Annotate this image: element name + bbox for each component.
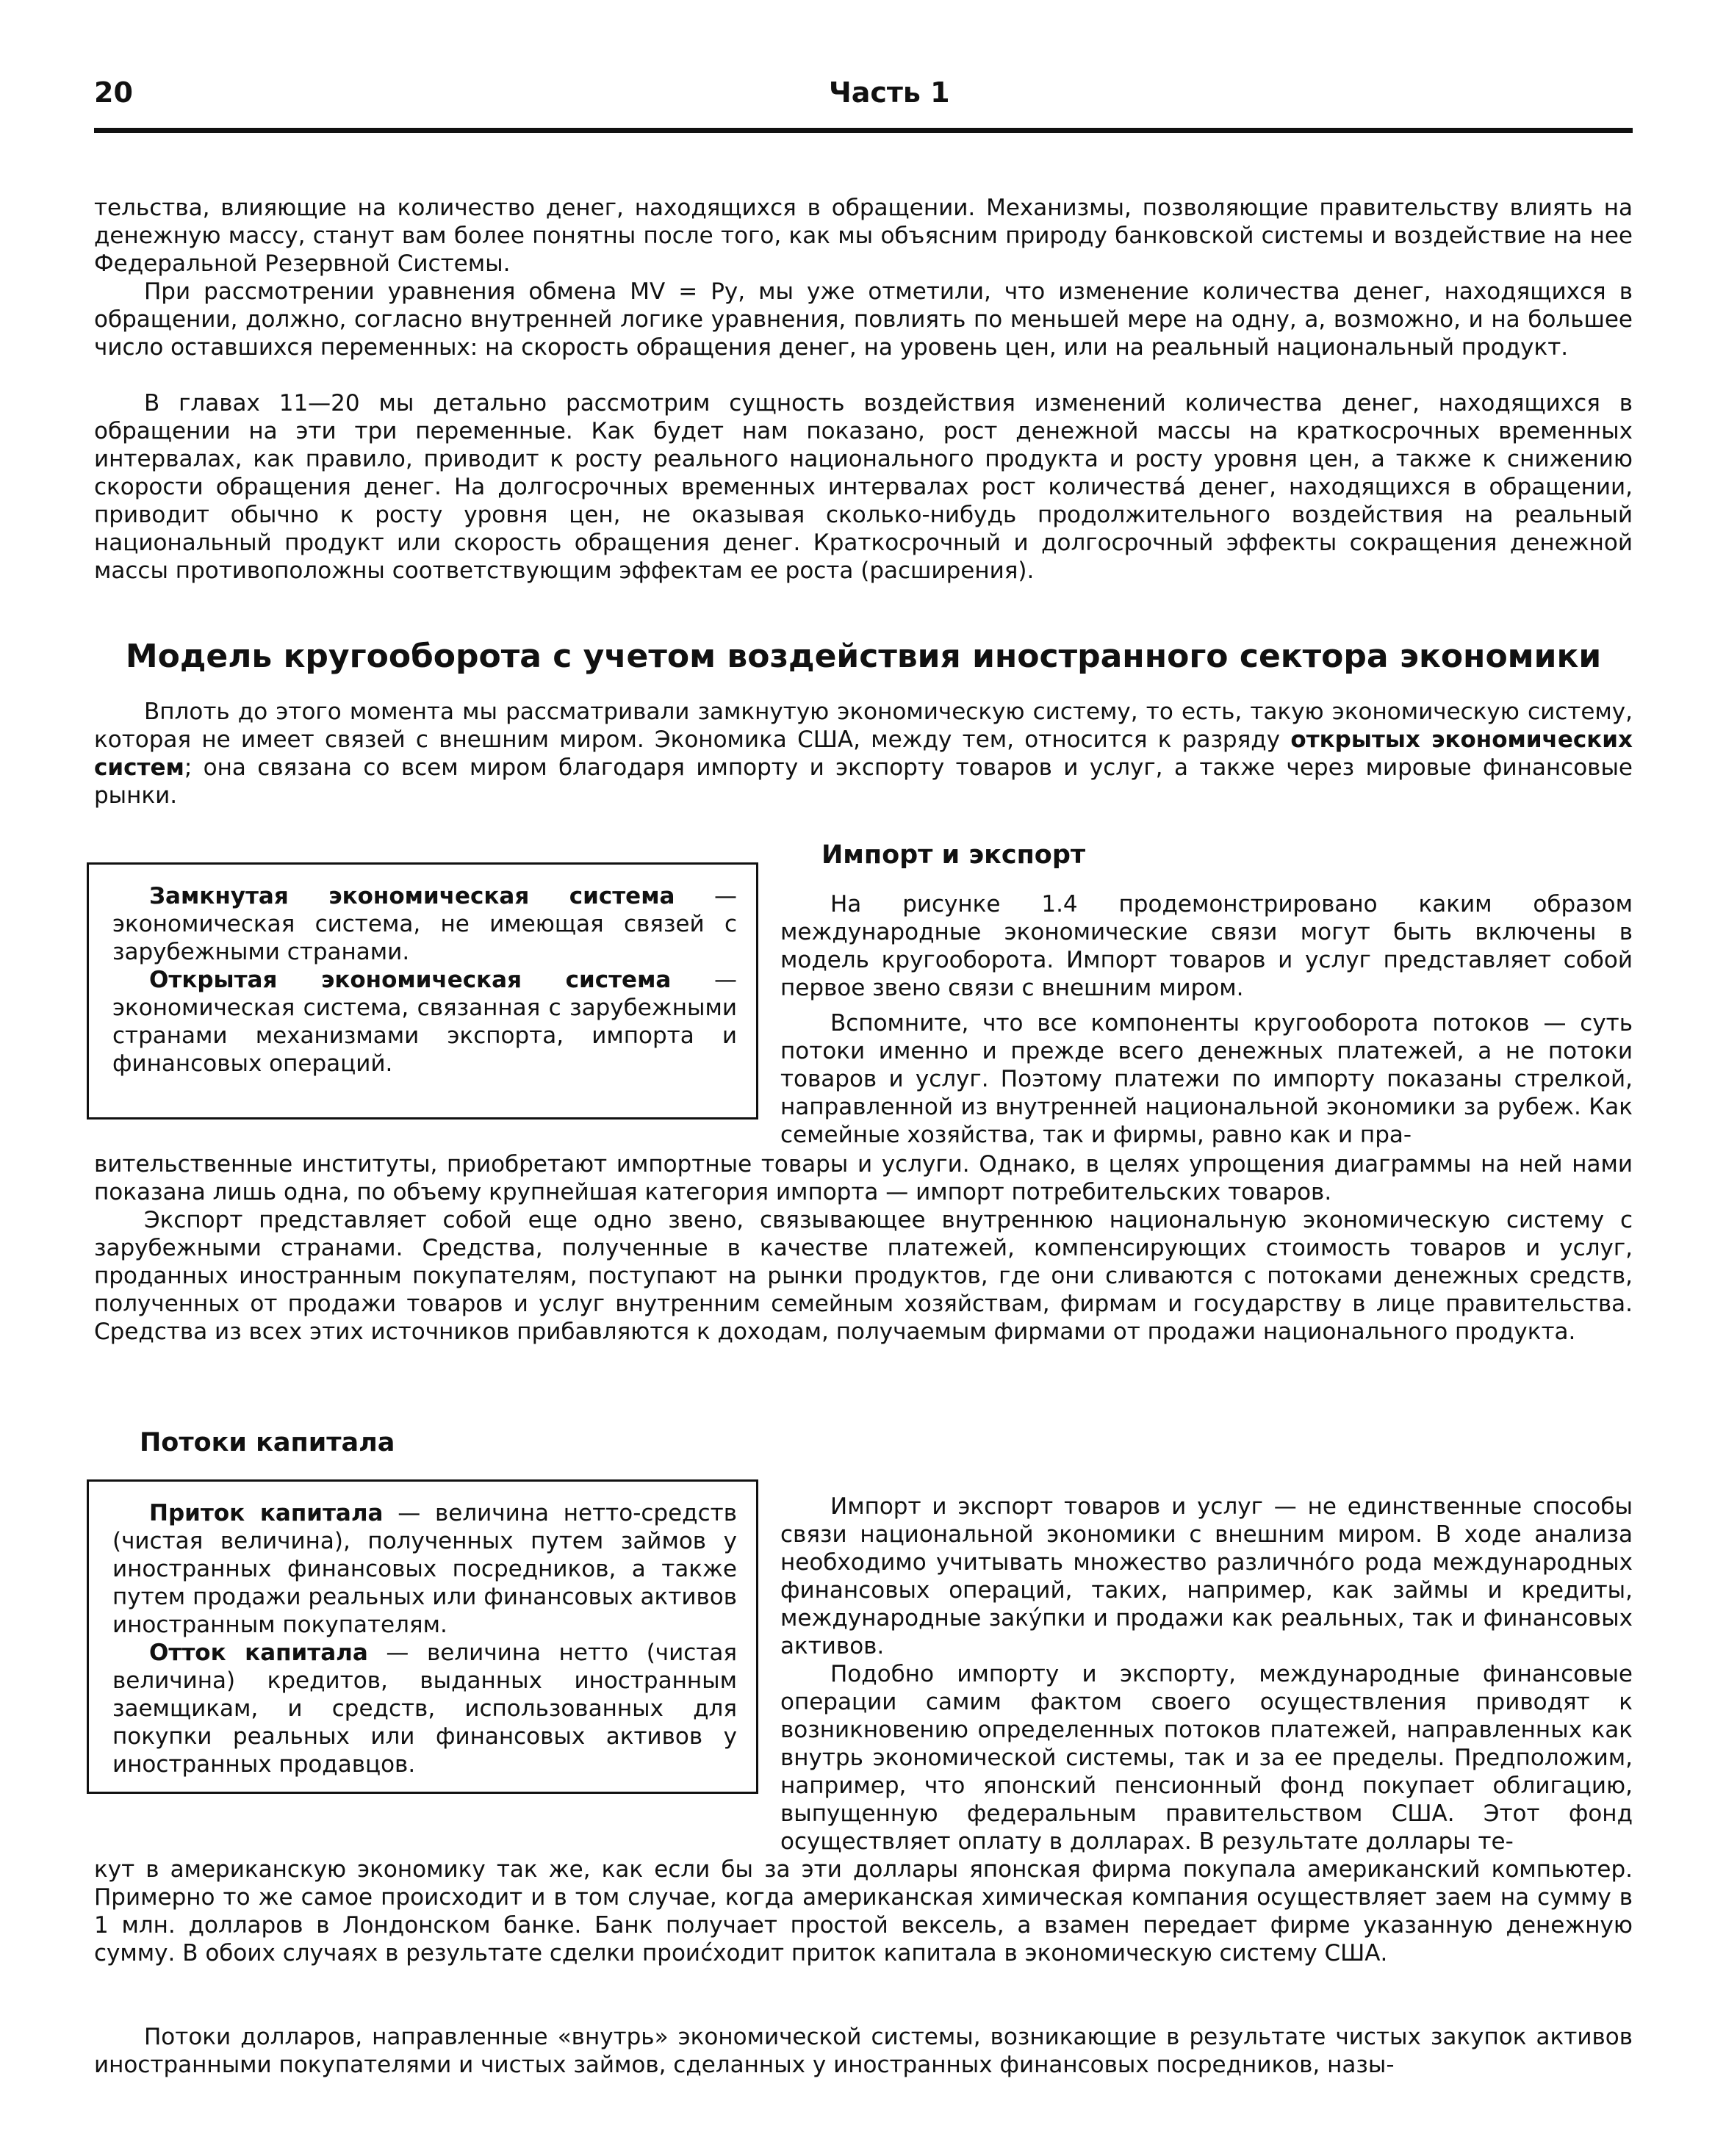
section-intro-before: Вплоть до этого момента мы рассматривали замкнутую экономическую систему, то есть, такую экономическую систему, которая не имеет связей с внешним миром. Экономика США, между тем, относится к разряду	[94, 699, 1633, 753]
definition-capital-outflow-text: — величина нетто (чистая величина) кредитов, выданных иностранным заемщикам, и средств, использованных для покупки реальных или финансовых активов у иностранных продавцов.	[112, 1640, 737, 1778]
section-intro-after: ; она связана со всем миром благодаря импорту и экспорту товаров и услуг, а также через мировые финансовые рынки.	[94, 754, 1633, 809]
capital-flows-paragraph-1: Импорт и экспорт товаров и услуг — не единственные способы связи национальной экономики с внешним миром. В ходе анализа необходимо учитывать множество различно́го рода международных финансовых операций, таких, например, как займы и кредиты, международные заку́пки и продажи как реальных, так и финансовых активов.	[780, 1493, 1633, 1659]
definition-closed-economy-text: — экономическая система, не имеющая связей с зарубежными странами.	[112, 883, 737, 965]
import-export-paragraph-3: Экспорт представляет собой еще одно звено, связывающее внутреннюю национальную экономическую систему с зарубежными странами. Средства, полученные в качестве платежей, компенсирующих стоимость товаров и услуг, проданных иностранным покупателям, поступают на рынки продуктов, где они сливаются с потоками денежных средств, полученных от продажи товаров и услуг внутренним семейным хозяйствам, фирмам и государству в лице правительства. Средства из всех этих источников прибавляются к доходам, получаемым фирмами от продажи национального продукта.	[94, 1207, 1633, 1345]
definition-closed-economy	[112, 882, 737, 966]
import-export-paragraph-2-cont: вительственные институты, приобретают импортные товары и услуги. Однако, в целях упрощения диаграммы на ней нами показана лишь одна, по объему крупнейшая категория импорта — импорт потребительских товаров.	[94, 1151, 1633, 1205]
term-open-economy: Открытая экономическая система	[149, 967, 672, 993]
subheading-import-export: Импорт и экспорт	[821, 840, 1086, 870]
import-export-paragraph-1: На рисунке 1.4 продемонстрировано каким образом международные экономические связи могут быть включены в модель кругооборота. Импорт товаров и услуг представляет собой первое звено связи с внешним миром.	[780, 891, 1633, 1001]
definition-capital-inflow	[112, 1499, 737, 1639]
import-export-paragraph-2-side: Вспомните, что все компоненты кругооборота потоков — суть потоки именно и прежде всего денежных платежей, а не потоки товаров и услуг. Поэтому платежи по импорту показаны стрелкой, направленной из внутренней национальной экономики за рубеж. Как семейные хозяйства, так и фирмы, равно как и пра-	[780, 1010, 1633, 1148]
section-title: Модель кругооборота с учетом воздействия иностранного сектора экономики	[125, 638, 1602, 675]
intro-paragraph-1: тельства, влияющие на количество денег, находящихся в обращении. Механизмы, позволяющие правительству влиять на денежную массу, станут вам более понятны после того, как мы объясним природу банковской системы и воздействие на нее Федеральной Резервной Системы.	[94, 195, 1633, 277]
subheading-capital-flows: Потоки капитала	[140, 1428, 395, 1457]
term-capital-outflow: Отток капитала	[149, 1640, 368, 1666]
intro-paragraph-3: В главах 11—20 мы детально рассмотрим сущность воздействия изменений количества денег, находящихся в обращении на эти три переменные. Как будет нам показано, рост денежной массы на краткосрочных временных интервалах, как правило, приводит к росту реального национального продукта и росту уровня цен, а также к снижению скорости обращения денег. На долгосрочных временных интервалах рост количества́ денег, находящихся в обращении, приводит обычно к росту уровня цен, не оказывая сколько-нибудь продолжительного воздействия на реальный национальный продукт или скорость обращения денег. Краткосрочный и долгосрочный эффекты сокращения денежной массы противоположны соответствующим эффектам ее роста (расширения).	[94, 390, 1633, 584]
intro-paragraph-2: При рассмотрении уравнения обмена MV = Py, мы уже отметили, что изменение количества денег, находящихся в обращении, должно, согласно внутренней логике уравнения, повлиять по меньшей мере на одну, а, возможно, и на большее число оставшихся переменных: на скорость обращения денег, на уровень цен, или на реальный национальный продукт.	[94, 278, 1633, 361]
term-capital-inflow: Приток капитала	[149, 1500, 384, 1526]
definition-capital-outflow	[112, 1639, 737, 1778]
section-intro-paragraph	[94, 698, 1633, 810]
header-rule	[94, 128, 1633, 133]
definition-open-economy	[112, 966, 737, 1078]
page-header	[94, 76, 1633, 112]
definition-box-economic-systems	[87, 862, 758, 1120]
definition-box-capital-flows	[87, 1479, 758, 1794]
running-head: Часть 1	[829, 76, 950, 109]
capital-flows-paragraph-2-cont: кут в американскую экономику так же, как если бы за эти доллары японская фирма покупала американский компьютер. Примерно то же самое происходит и в том случае, когда американская химическая компания осуществляет заем на сумму в 1 млн. долларов в Лондонском банке. Банк получает простой вексель, а взамен передает фирме указанную денежную сумму. В обоих случаях в результате сделки проис́ходит приток капитала в экономическую систему США.	[94, 1856, 1633, 1966]
term-closed-economy: Замкнутая экономическая система	[149, 883, 675, 909]
definition-capital-inflow-text: — величина нетто-средств (чистая величина), полученных путем займов у иностранных финансовых посредников, а также путем продажи реальных или финансовых активов иностранным покупателям.	[112, 1500, 737, 1638]
term-open-economies: открытых экономических систем	[94, 727, 1633, 781]
capital-flows-paragraph-2-side: Подобно импорту и экспорту, международные финансовые операции самим фактом своего осуществления приводят к возникновению определенных потоков платежей, направленных как внутрь экономической системы, так и за ее пределы. Предположим, например, что японский пенсионный фонд покупает облигацию, выпущенную федеральным правительством США. Этот фонд осуществляет оплату в долларах. В результате доллары те-	[780, 1661, 1633, 1855]
page-number: 20	[94, 76, 133, 109]
capital-flows-paragraph-3: Потоки долларов, направленные «внутрь» экономической системы, возникающие в результате чистых закупок активов иностранными покупателями и чистых займов, сделанных у иностранных финансовых посредников, назы-	[94, 2024, 1633, 2078]
definition-open-economy-text: — экономическая система, связанная с зарубежными странами механизмами экспорта, импорта и финансовых операций.	[112, 967, 737, 1077]
